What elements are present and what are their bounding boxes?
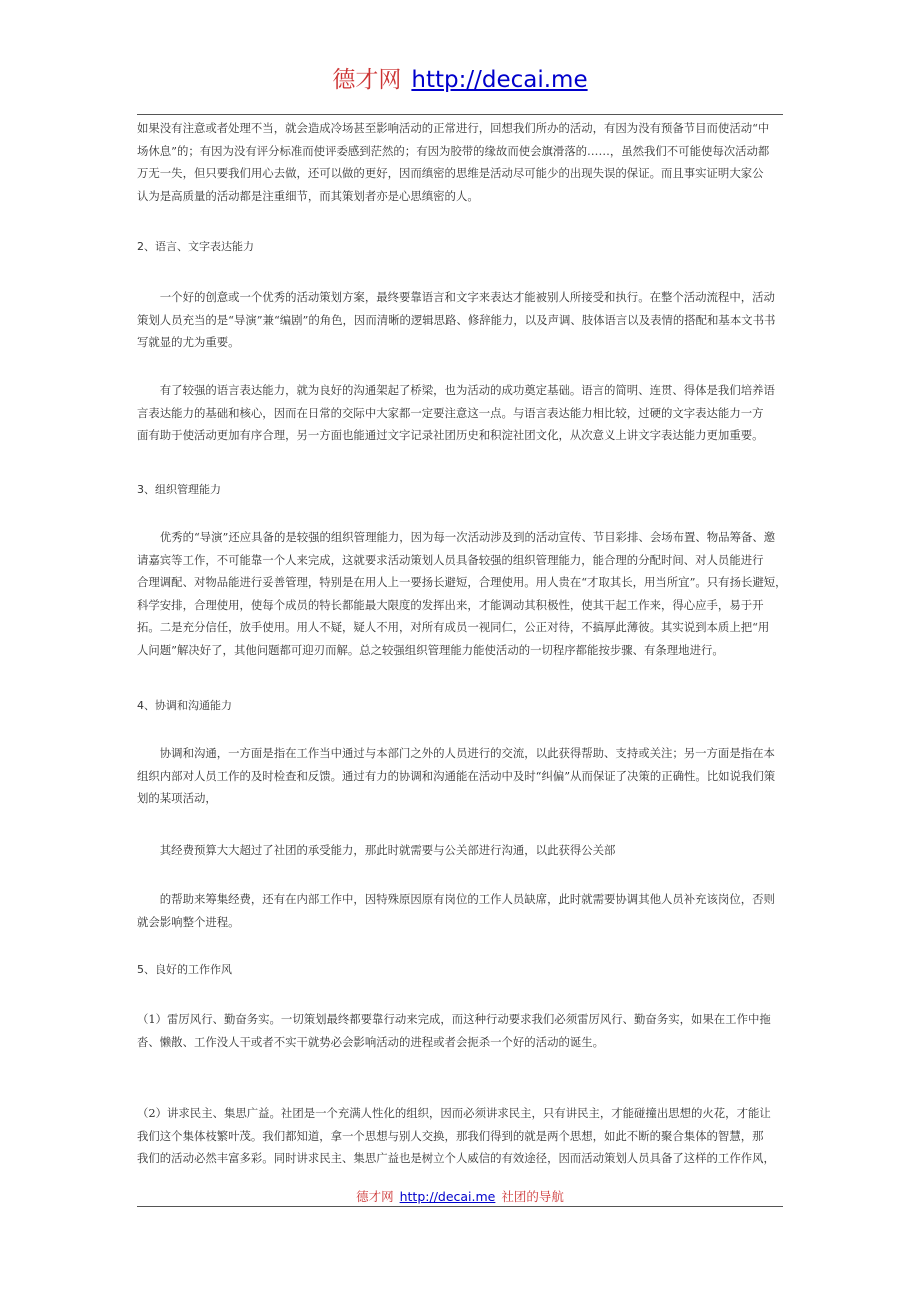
text-line: 5、良好的工作作风 [137,963,232,976]
text-line: 的帮助来筹集经费，还有在内部工作中，因特殊原因原有岗位的工作人员缺席，此时就需要协调其他人员补充该岗位，否则 [137,892,775,906]
text-line: 策划人员充当的是“导演”兼“编剧”的角色，因而清晰的逻辑思路、修辞能力，以及声调、肢体语言以及表情的搭配和基本文书书 [137,312,776,327]
text-line: 一个好的创意或一个优秀的活动策划方案，最终要靠语言和文字来表达才能被别人所接受和执行。在整个活动流程中，活动 [137,290,775,304]
text-line: 划的某项活动， [137,791,217,806]
text-line: 如果没有注意或者处理不当，就会造成冷场甚至影响活动的正常进行，回想我们所办的活动，有因为没有预备节目而使活动“中 [137,121,770,135]
text-line: 人问题”解决好了，其他问题都可迎刃而解。总之较强组织管理能力能使活动的一切程序都能按步骤、有条理地进行。 [137,642,724,657]
paragraph [137,839,615,862]
section-heading [137,236,254,259]
page-footer [0,1187,920,1205]
paragraph [137,286,775,354]
paragraph [137,379,775,447]
text-line: 其经费预算大大超过了社团的承受能力，那此时就需要与公关部进行沟通，以此获得公关部 [137,843,616,857]
text-line: 科学安排，合理使用，使每个成员的特长都能最大限度的发挥出来，才能调动其积极性，使其干起工作来，得心应手，易于开 [137,597,764,612]
footer-site-name: 德才网 [356,1189,394,1204]
paragraph [137,1102,775,1170]
text-line: 合理调配、对物品能进行妥善管理，特别是在用人上一要扬长避短，合理使用。用人贵在“才取其长，用当所宜”。只有扬长避短， [137,575,787,590]
text-line: （2）讲求民主、集思广益。社团是一个充满人性化的组织，因而必须讲求民主，只有讲民主，才能碰撞出思想的火花，才能让 [137,1106,771,1120]
text-line: 4、协调和沟通能力 [137,699,232,712]
text-line: 2、语言、文字表达能力 [137,240,254,253]
text-line: 拓。二是充分信任，放手使用。用人不疑，疑人不用，对所有成员一视同仁，公正对待，不搞厚此薄彼。其实说到本质上把“用 [137,620,770,635]
text-line: 3、组织管理能力 [137,483,221,496]
text-line: 有了较强的语言表达能力，就为良好的沟通架起了桥梁，也为活动的成功奠定基础。语言的简明、连贯、得体是我们培养语 [137,383,775,397]
paragraph [137,117,769,207]
text-line: 言表达能力的基础和核心，因而在日常的交际中大家都一定要注意这一点。与语言表达能力相比较，过硬的文字表达能力一方 [137,405,764,420]
text-line: 就会影响整个进程。 [137,914,240,929]
paragraph [137,888,775,933]
text-line: 认为是高质量的活动都是注重细节，而其策划者亦是心思缜密的人。 [137,188,479,203]
text-line: 我们的活动必然丰富多彩。同时讲求民主、集思广益也是树立个人威信的有效途径，因而活动策划人员具备了这样的工作作风， [137,1151,775,1166]
text-line: 协调和沟通，一方面是指在工作当中通过与本部门之外的人员进行的交流，以此获得帮助、支持或关注；另一方面是指在本 [137,746,775,760]
footer-tagline: 社团的导航 [501,1189,564,1204]
text-line: 写就显的尤为重要。 [137,335,240,350]
footer-site-link[interactable]: http://decai.me [399,1189,496,1204]
text-line: （1）雷厉风行、勤奋务实。一切策划最终都要靠行动来完成，而这种行动要求我们必须雷厉风行、勤奋务实，如果在工作中拖 [137,1012,771,1026]
text-line: 场休息”的；有因为没有评分标准而使评委感到茫然的；有因为胶带的缘故而使会旗滑落的……，虽然我们不可能使每次活动都 [137,143,770,158]
section-heading [137,695,232,718]
section-heading [137,959,232,982]
text-line: 沓、懒散、工作没人干或者不实干就势必会影响活动的进程或者会扼杀一个好的活动的诞生。 [137,1034,605,1049]
text-line: 我们这个集体枝繁叶茂。我们都知道，拿一个思想与别人交换，那我们得到的就是两个思想，如此不断的聚合集体的智慧，那 [137,1128,764,1143]
paragraph [137,526,787,662]
page-header [0,64,920,96]
paragraph [137,742,775,810]
text-line: 组织内部对人员工作的及时检查和反馈。通过有力的协调和沟通能在活动中及时“纠偏”从而保证了决策的正确性。比如说我们策 [137,768,776,783]
text-line: 万无一失，但只要我们用心去做，还可以做的更好，因而缜密的思维是活动尽可能少的出现失误的保证。而且事实证明大家公 [137,166,764,181]
text-line: 优秀的“导演”还应具备的是较强的组织管理能力，因为每一次活动涉及到的活动宣传、节目彩排、会场布置、物品筹备、邀 [137,530,776,544]
footer-divider [137,1206,783,1207]
site-link[interactable]: http://decai.me [411,67,588,93]
site-name: 德才网 [332,67,402,93]
section-heading [137,479,221,502]
header-divider [137,114,783,115]
paragraph [137,1008,771,1053]
text-line: 请嘉宾等工作，不可能靠一个人来完成，这就要求活动策划人员具备较强的组织管理能力，能合理的分配时间、对人员能进行 [137,552,764,567]
text-line: 面有助于使活动更加有序合理，另一方面也能通过文字记录社团历史和积淀社团文化，从次意义上讲文字表达能力更加重要。 [137,428,764,443]
